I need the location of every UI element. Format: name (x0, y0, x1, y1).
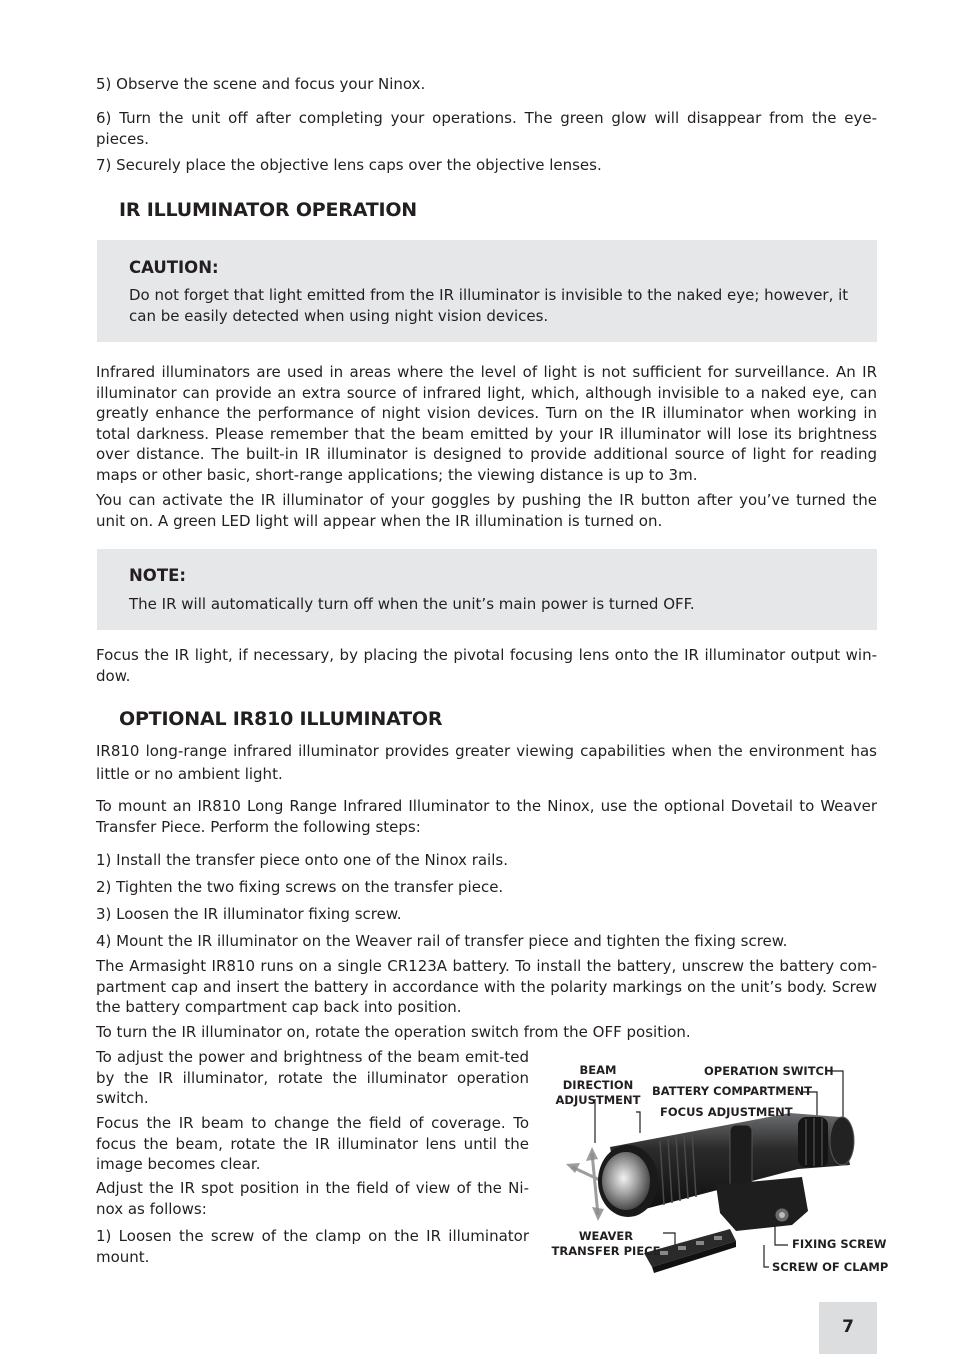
note-box (97, 549, 877, 630)
step-7: 7) Securely place the objective lens caps over the objective lenses. (96, 156, 602, 174)
label-operation-switch: OPERATION SWITCH (704, 1064, 834, 1078)
mount-step-4: 4) Mount the IR illuminator on the Weaver rail of transfer piece and tighten the fixing screw. (96, 932, 788, 950)
caution-title: CAUTION: (129, 258, 219, 277)
label-weaver-transfer: WEAVER TRANSFER PIECE (551, 1229, 661, 1258)
label-screw-of-clamp: SCREW OF CLAMP (772, 1260, 889, 1274)
label-battery-compartment: BATTERY COMPARTMENT (652, 1084, 813, 1098)
ir-para-3: Focus the IR light, if necessary, by placing the pivotal focusing lens onto the IR illuminator output win-dow. (96, 646, 877, 685)
ir-para-1: Infrared illuminators are used in areas where the level of light is not sufficient for surveillance. An IR illuminator can provide an extra source of infrared light, which, although invisible to a naked eye, can greatly enhance the performance of night vision devices. Turn on the IR illuminator when working in total darkness. Please remember that the beam emitted by your IR illuminator will lose its brightness over distance. The built-in IR illuminator is designed to provide additional source of light for reading maps or other basic, short-range applications; the viewing distance is up to 3m. (96, 363, 877, 484)
col-para-1: To adjust the power and brightness of the beam emit-ted by the IR illuminator, rotate the illuminator operation switch. (96, 1048, 529, 1107)
ir810-figure (540, 1055, 889, 1287)
note-text: The IR will automatically turn off when the unit’s main power is turned OFF. (129, 595, 695, 613)
page-number: 7 (842, 1317, 854, 1337)
label-beam-direction: BEAM DIRECTION ADJUSTMENT (555, 1063, 641, 1107)
page-number-box (819, 1302, 877, 1354)
mount-step-3: 3) Loosen the IR illuminator fixing screw. (96, 905, 402, 923)
mount-step-1: 1) Install the transfer piece onto one of the Ninox rails. (96, 851, 508, 869)
ir810-para-1: IR810 long-range infrared illuminator provides greater viewing capabilities when the environment has little or no ambient light. (96, 742, 877, 783)
note-title: NOTE: (129, 566, 186, 585)
step-6: 6) Turn the unit off after completing your operations. The green glow will disappear from the eye-pieces. (96, 109, 877, 148)
label-focus-adjustment: FOCUS ADJUSTMENT (660, 1105, 793, 1119)
ir810-para-4: To turn the IR illuminator on, rotate the operation switch from the OFF position. (96, 1023, 691, 1041)
ir-para-2: You can activate the IR illuminator of your goggles by pushing the IR button after you’ve turned the unit on. A green LED light will appear when the IR illumination is turned on. (96, 491, 877, 530)
mount-step-2: 2) Tighten the two fixing screws on the transfer piece. (96, 878, 504, 896)
caution-box (97, 240, 877, 342)
heading-optional-ir810: OPTIONAL IR810 ILLUMINATOR (119, 708, 443, 730)
col-para-3: Adjust the IR spot position in the field of view of the Ni-nox as follows: (96, 1179, 529, 1218)
label-fixing-screw: FIXING SCREW (792, 1237, 887, 1251)
ir810-para-2: To mount an IR810 Long Range Infrared Illuminator to the Ninox, use the optional Dovetail to Weaver Transfer Piece. Perform the following steps: (96, 797, 877, 836)
caution-text: Do not forget that light emitted from the IR illuminator is invisible to the naked eye; however, it can be easily detected when using night vision devices. (129, 286, 849, 325)
step-5: 5) Observe the scene and focus your Ninox. (96, 75, 426, 93)
col-para-4: 1) Loosen the screw of the clamp on the IR illuminator mount. (96, 1227, 529, 1266)
heading-ir-illuminator-operation: IR ILLUMINATOR OPERATION (119, 199, 418, 221)
ir810-para-3: The Armasight IR810 runs on a single CR123A battery. To install the battery, unscrew the battery com-partment cap and insert the battery in accordance with the polarity markings on the unit’s body. Screw the battery compartment cap back into position. (96, 957, 877, 1016)
col-para-2: Focus the IR beam to change the field of coverage. To focus the beam, rotate the IR illuminator lens until the image becomes clear. (96, 1114, 529, 1173)
